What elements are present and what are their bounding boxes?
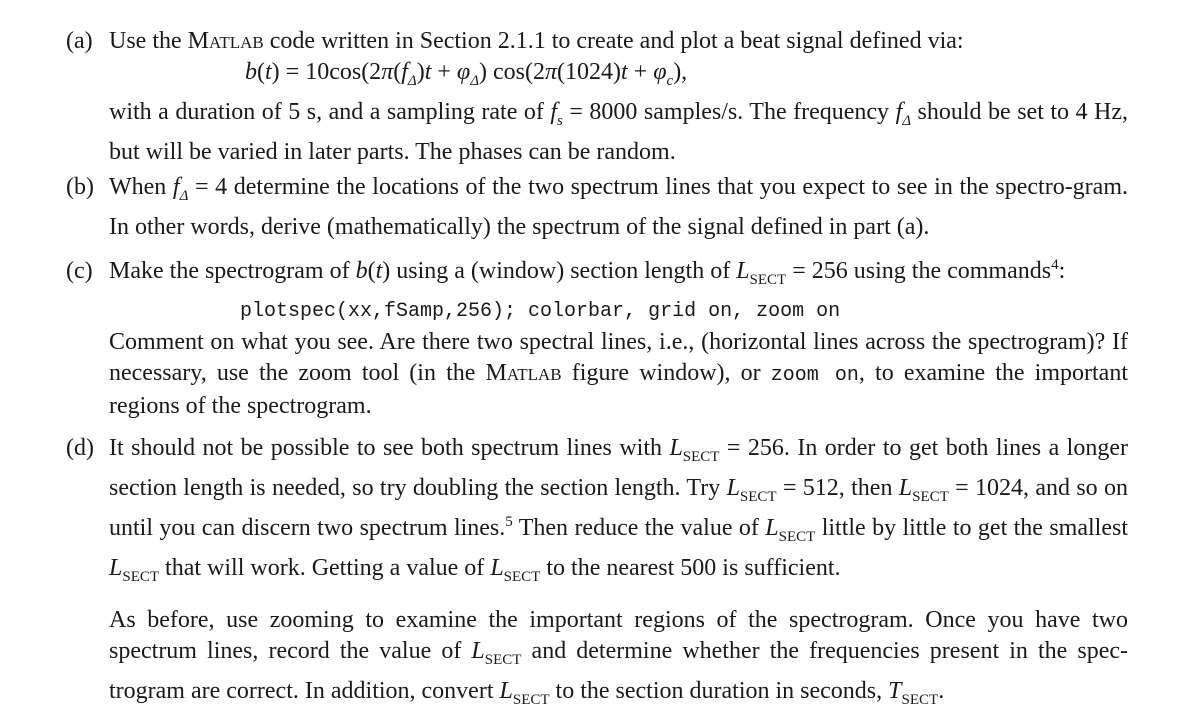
part-label: (b) bbox=[66, 174, 94, 200]
footnote-marker: 4 bbox=[1051, 257, 1059, 273]
matlab-command: plotspec(xx,fSamp,256); colorbar, grid on, zoom on bbox=[240, 300, 841, 323]
zoom-command: zoom on bbox=[770, 364, 859, 387]
problem-part-d bbox=[66, 433, 1128, 716]
problem-part-a bbox=[66, 26, 1128, 168]
part-label: (a) bbox=[66, 28, 93, 54]
part-b-text: When $f_\Delta = 4$ determine the locations of the two spectrum lines that you expect to see in the spectro-gram. In other words, derive (mathematically) the spectrum of the signal defined in part (a). bbox=[109, 174, 1128, 240]
beat-signal-equation: $b(t) = 10\cos(2\pi(f_\Delta)t + \varphi_\Delta) \cos(2\pi(1024)t + \varphi_c)$, bbox=[245, 59, 688, 89]
part-a-intro: Use the Matlab code written in Section 2.1.1 to create and plot a beat signal defined via: bbox=[109, 28, 964, 54]
part-d-paragraph-1: It should not be possible to see both spectrum lines with $L_{SECT} = 256$. In order to get both lines a longer section length is needed, so try doubling the section length. Try $L_{SECT} = 512$, then $L_{SECT} = 1024$, and so on until you can discern two spectrum lines.$^5$ Then reduce the value of $L_{SECT}$ little by little to get the smallest $L_{SECT}$ that will work. Getting a value of $L_{SECT}$ to the nearest 500 is sufficient. bbox=[109, 435, 1129, 585]
part-d-paragraph-2: As before, use zooming to examine the important regions of the spectrogram. Once you have two spectrum lines, record the value of $L_{SECT}$ and determine whether the frequencies present in the spec-trogram are correct. In addition, convert $L_{SECT}$ to the section duration in seconds, $T_{SECT}$. bbox=[109, 607, 1128, 708]
problem-part-c bbox=[66, 256, 1128, 422]
problem-part-b bbox=[66, 172, 1128, 243]
footnote-marker: 5 bbox=[505, 514, 513, 530]
matlab-name: Matlab bbox=[485, 360, 562, 386]
part-c-intro: Make the spectrogram of b(t) using a (window) section length of $L_{SECT} = 256$ using the commands$^4$: bbox=[109, 257, 1066, 288]
part-label: (d) bbox=[66, 435, 94, 461]
part-label: (c) bbox=[66, 258, 93, 284]
part-c-comment: Comment on what you see. Are there two spectral lines, i.e., (horizontal lines across the spectrogram)? If necessary, use the zoom tool (in the Matlab figure window), or zoom on, to examine the important regions of the spectrogram. bbox=[109, 329, 1128, 419]
matlab-name: Matlab bbox=[187, 28, 264, 54]
part-a-text: with a duration of 5 s, and a sampling rate of $f_s = 8000$ samples/s. The frequency $f_\Delta$ should be set to 4 Hz, but will be varied in later parts. The phases can be random. bbox=[109, 99, 1129, 165]
